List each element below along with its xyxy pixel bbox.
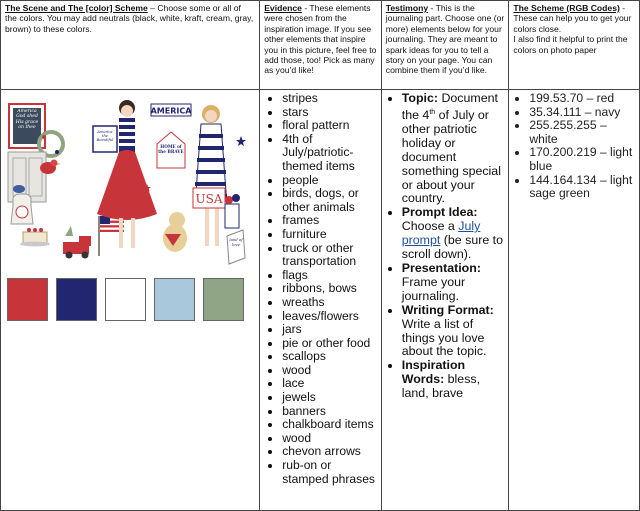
evidence-item: • wreaths [282, 296, 377, 310]
evidence-item: • scallops [282, 350, 377, 364]
evidence-cell [260, 90, 382, 511]
prompt-text-post: (be sure to scroll down). [401, 233, 504, 262]
red-skirt [97, 150, 157, 220]
rgb-code-item: • 144.164.134 – light sage green [529, 174, 635, 201]
evidence-item: • stars [282, 106, 377, 120]
presentation-text: Frame your journaling. [401, 274, 466, 303]
swatch-light-sage-green [203, 278, 244, 321]
writing-format-item [402, 304, 505, 360]
evidence-item: • frames [282, 214, 377, 228]
evidence-item: • truck or other transportation [282, 242, 377, 269]
evidence-item: • birds, dogs, or other animals [282, 187, 377, 214]
testimony-list [386, 92, 505, 401]
home-sign-text: HOME of the BRAVE [158, 144, 184, 154]
testimony-header-cell [381, 1, 509, 90]
scene-header-title: The Scene and The [color] Scheme [5, 3, 148, 13]
scheme-header-text: - These can help you to get your colors close. [513, 3, 632, 34]
picture-frame-text: America the Beautiful [96, 130, 114, 143]
topic-text-post: of July or other patriotic holiday or document something special or about your country. [401, 108, 501, 206]
testimony-cell [381, 90, 509, 511]
rgb-code-item: • 199.53.70 – red [529, 92, 635, 106]
evidence-item: • jewels [282, 391, 377, 405]
evidence-item: • jars [282, 323, 377, 337]
evidence-header-cell [260, 1, 382, 90]
presentation-label: Presentation: [401, 261, 481, 275]
star-icon [236, 136, 246, 146]
evidence-item: • pie or other food [282, 337, 377, 351]
scene-header-text: – Choose some or all of the colors. You may add neutrals (black, white, kraft, cream, gray, brown) to these colors. [5, 3, 254, 34]
evidence-list [264, 92, 377, 486]
evidence-item: • floral pattern [282, 119, 377, 133]
rgb-code-item: • 255.255.255 – white [529, 119, 635, 146]
evidence-item: • 4th of July/patriotic-themed items [282, 133, 377, 174]
inspiration-image [5, 96, 255, 274]
blue-bird [13, 185, 25, 193]
evidence-item: • chevon arrows [282, 445, 377, 459]
evidence-item: • leaves/flowers [282, 310, 377, 324]
america-banner-text: AMERICA [150, 106, 192, 116]
evidence-item: • chalkboard items [282, 418, 377, 432]
vase [225, 204, 239, 228]
evidence-item: • wood [282, 432, 377, 446]
evidence-header-title: Evidence [264, 3, 302, 13]
color-swatches [5, 278, 255, 321]
rgb-code-item: • 170.200.219 – light blue [529, 146, 635, 173]
evidence-item: • rub-on or stamped phrases [282, 459, 377, 486]
rgb-code-item: • 35.34.111 – navy [529, 106, 635, 120]
evidence-item: • stripes [282, 92, 377, 106]
scene-cell [1, 90, 260, 511]
evidence-item: • lace [282, 377, 377, 391]
evidence-item: • furniture [282, 228, 377, 242]
topic-label: Topic: [401, 91, 439, 105]
evidence-header-text: - These elements were chosen from the inspiration image. If you see other elements that inspire you in this picture, feel free to add those, too! Pick as many as you’d like! [264, 3, 377, 76]
topic-item [402, 92, 505, 206]
evidence-item: • wood [282, 364, 377, 378]
scheme-header-title: The Scheme (RGB Codes) [513, 3, 620, 13]
inspiration-illustration [5, 96, 246, 274]
header-row [1, 1, 640, 90]
evidence-item: • people [282, 174, 377, 188]
swatch-red [7, 278, 48, 321]
topic-text-pre: Document the 4 [401, 91, 498, 123]
small-sign-text: land of love [229, 238, 243, 247]
scene-header-cell [1, 1, 260, 90]
writing-format-text: Write a list of things you love about the topic. [401, 316, 487, 359]
writing-format-label: Writing Format: [401, 302, 494, 317]
july-prompt-link[interactable]: July prompt [401, 219, 481, 248]
testimony-header-text: - This is the journaling part. Choose one (or more) elements below for your journaling. They are meant to spark ideas for you to tell a story on your page. You can combine them if you’d like. [385, 3, 505, 76]
evidence-item: • banners [282, 405, 377, 419]
evidence-item: • flags [282, 269, 377, 283]
prompt-item [402, 206, 505, 262]
swatch-light-blue [154, 278, 195, 321]
prompt-label: Prompt Idea: [401, 205, 478, 220]
swatch-navy [56, 278, 97, 321]
topic-sup: th [429, 108, 436, 116]
content-row [1, 90, 640, 511]
prompt-text-pre: Choose a [401, 219, 459, 234]
inspiration-words-text: bless, land, brave [401, 372, 481, 401]
usa-card-text: USA [195, 192, 223, 206]
swatch-white [105, 278, 146, 321]
testimony-header-title: Testimony [385, 3, 429, 13]
inspiration-words-item [402, 359, 505, 401]
presentation-item [402, 262, 505, 304]
scheme-header-extra: I also find it helpful to print the colors on photo paper [513, 34, 628, 55]
evidence-item: • ribbons, bows [282, 282, 377, 296]
scheme-cell [509, 90, 640, 511]
scheme-header-cell [509, 1, 640, 90]
rgb-code-list [513, 92, 635, 201]
chalkboard-sign-text: America God shed His grace on thee [15, 109, 39, 131]
inspiration-words-label: Inspiration Words: [401, 358, 466, 387]
